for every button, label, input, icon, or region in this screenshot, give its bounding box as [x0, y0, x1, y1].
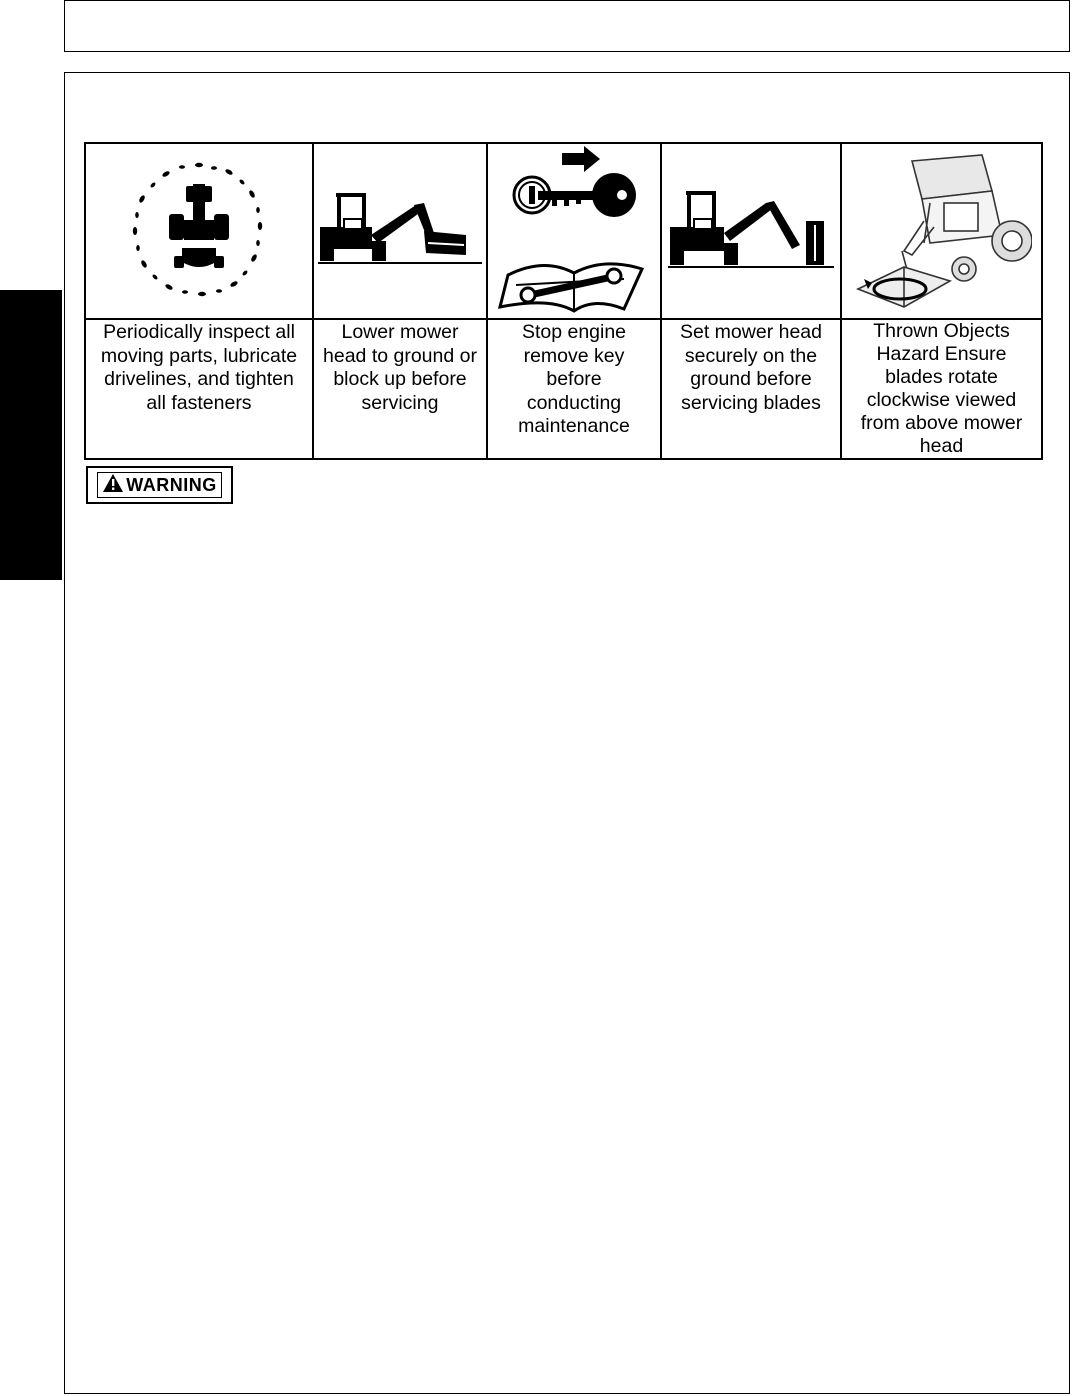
- panel-text-line: servicing: [361, 391, 439, 414]
- safety-decal: [84, 142, 1043, 460]
- panel-text-line: moving parts, lubricate: [100, 344, 298, 367]
- panel-text-line: head: [919, 435, 964, 457]
- panel-text-line: drivelines, and tighten: [104, 368, 294, 390]
- mower-head-on-ground-icon: [662, 144, 840, 320]
- panel-text-line: clockwise viewed: [866, 389, 1017, 411]
- panel-text-line: Thrown Objects: [873, 320, 1010, 342]
- panel-text-line: all fasteners: [146, 391, 252, 414]
- decal-panel-lower-head: [314, 144, 488, 458]
- panel-text-line: from above mower: [860, 412, 1023, 434]
- panel-text-line: maintenance: [518, 415, 630, 437]
- panel-text-line: Periodically inspect all: [103, 321, 295, 343]
- warning-label-text: WARNING: [126, 474, 217, 495]
- stop-engine-key-manual-icon: [488, 144, 660, 320]
- section-side-tab: [0, 290, 62, 580]
- mower-head-lowered-icon: [314, 144, 486, 320]
- panel-text-line: Hazard Ensure: [876, 343, 1007, 365]
- tractor-inspection-circle-icon: [86, 144, 312, 320]
- blade-rotation-tractor-icon: [842, 144, 1041, 320]
- decal-panel-thrown-objects: [842, 144, 1041, 458]
- panel-text-line: Set mower head: [680, 321, 822, 343]
- panel-text-line: securely on the: [684, 344, 818, 367]
- panel-text-line: remove key: [523, 344, 625, 367]
- panel-text-line: ground before: [690, 368, 812, 390]
- panel-text-line: conducting: [526, 391, 622, 414]
- warning-label-box: [86, 466, 233, 504]
- panel-text-line: Stop engine: [521, 321, 627, 343]
- panel-text-line: Lower mower: [341, 321, 459, 343]
- page-header-box: [64, 0, 1070, 52]
- panel-text-line: block up before: [333, 368, 467, 390]
- panel-text-line: head to ground or: [323, 344, 477, 367]
- decal-panel-stop-engine: [488, 144, 662, 458]
- decal-panel-inspect: [86, 144, 314, 458]
- warning-triangle-icon: [102, 473, 124, 498]
- panel-text-line: before: [546, 368, 602, 390]
- panel-text-line: blades rotate: [885, 366, 998, 388]
- decal-panel-set-head: [662, 144, 842, 458]
- panel-text-line: servicing blades: [681, 391, 821, 414]
